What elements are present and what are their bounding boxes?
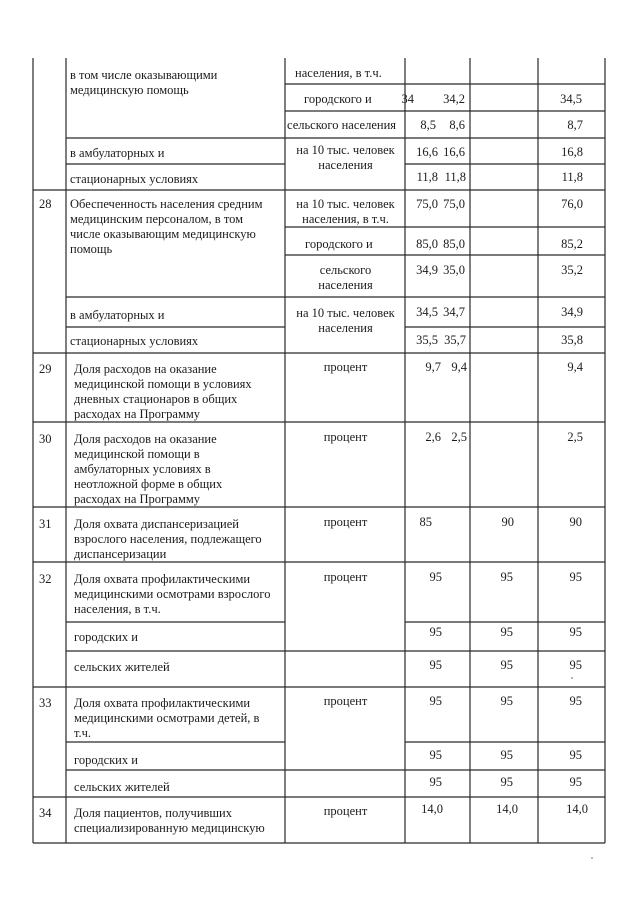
row28-stat-val-1: 35,5 <box>416 333 438 347</box>
row31-label: Доля охвата диспансеризацией взрослого населения, подлежащего диспансеризации <box>74 517 262 561</box>
row29-unit: процент <box>323 360 368 374</box>
row29-val-2: 9,4 <box>451 360 467 374</box>
row28-urban-val-1: 85,0 <box>416 237 438 251</box>
row28-stat-val-2: 35,7 <box>444 333 466 347</box>
row34-val-1: 14,0 <box>421 802 443 816</box>
row29-label: Доля расходов на оказание медицинской помощи в условиях дневных стационаров в общих расходах на Программу <box>74 362 252 421</box>
row28-per-unit: на 10 тыс. человек населения <box>296 306 395 335</box>
row27-amb-val-2: 16,6 <box>443 145 465 159</box>
row27-per-unit: на 10 тыс. человек населения <box>296 143 395 172</box>
row32-urban-val-3: 95 <box>569 625 582 639</box>
row27-urban-val-1: 34 <box>401 92 414 106</box>
row33-urban-label: городских и <box>74 753 138 767</box>
row27-unit-head: населения, в т.ч. <box>295 66 382 80</box>
row30-label: Доля расходов на оказание медицинской помощи в амбулаторных условиях в неотложной форме в общих расходах на Программу <box>74 432 223 506</box>
row28-urban-label: городского и <box>305 237 373 251</box>
row31-unit: процент <box>323 515 368 529</box>
scan-speck <box>571 677 573 679</box>
row27-incl-label: в том числе оказывающими медицинскую помощь <box>70 68 218 97</box>
scan-speck <box>591 857 593 859</box>
row33-label: Доля охвата профилактическими медицинскими осмотрами детей, в т.ч. <box>74 696 260 740</box>
row32-urban-val-1: 95 <box>429 625 442 639</box>
row28-label: Обеспеченность населения средним медицинским персоналом, в том числе оказывающим медицинскую помощь <box>70 197 263 256</box>
row32-val-2: 95 <box>500 570 513 584</box>
row27-rural-label: сельского населения <box>287 118 397 132</box>
row33-rural-val-3: 95 <box>569 775 582 789</box>
row30-unit: процент <box>323 430 368 444</box>
row33-urban-val-1: 95 <box>429 748 442 762</box>
row27-rural-val-3: 8,7 <box>567 118 583 132</box>
row27-rural-val-2: 8,6 <box>449 118 465 132</box>
row28-number: 28 <box>39 197 52 211</box>
row28-val-1: 75,0 <box>416 197 438 211</box>
row31-val-1: 85 <box>419 515 432 529</box>
row32-rural-val-2: 95 <box>500 658 513 672</box>
row28-urban-val-2: 85,0 <box>443 237 465 251</box>
row33-rural-val-1: 95 <box>429 775 442 789</box>
row33-urban-val-3: 95 <box>569 748 582 762</box>
row32-val-3: 95 <box>569 570 582 584</box>
row33-val-2: 95 <box>500 694 513 708</box>
row30-val-2: 2,5 <box>451 430 467 444</box>
row34-val-3: 14,0 <box>566 802 588 816</box>
row29-val-1: 9,7 <box>425 360 441 374</box>
row33-rural-label: сельских жителей <box>74 780 170 794</box>
row32-urban-val-2: 95 <box>500 625 513 639</box>
row27-urban-label: городского и <box>304 92 372 106</box>
row32-urban-label: городских и <box>74 630 138 644</box>
row28-rural-val-2: 35,0 <box>443 263 465 277</box>
row30-val-1: 2,6 <box>425 430 441 444</box>
row27-urban-val-2: 34,2 <box>443 92 465 106</box>
row27-stat-val-3: 11,8 <box>561 170 583 184</box>
row28-stat-val-3: 35,8 <box>561 333 583 347</box>
row28-rural-val-1: 34,9 <box>416 263 438 277</box>
row28-amb-val-2: 34,7 <box>443 305 465 319</box>
row34-unit: процент <box>323 804 368 818</box>
row29-val-3: 9,4 <box>567 360 583 374</box>
row27-stat-label: стационарных условиях <box>70 172 199 186</box>
row29-number: 29 <box>39 362 52 376</box>
row27-amb-val-3: 16,8 <box>561 145 583 159</box>
row28-rural-label: сельского населения <box>318 263 373 292</box>
row33-rural-val-2: 95 <box>500 775 513 789</box>
row33-val-3: 95 <box>569 694 582 708</box>
row28-urban-val-3: 85,2 <box>561 237 583 251</box>
row28-val-3: 76,0 <box>561 197 583 211</box>
row27-stat-val-1: 11,8 <box>416 170 438 184</box>
row28-amb-val-3: 34,9 <box>561 305 583 319</box>
row27-amb-label: в амбулаторных и <box>70 146 165 160</box>
row28-rural-val-3: 35,2 <box>561 263 583 277</box>
row27-urban-val-3: 34,5 <box>560 92 582 106</box>
row28-val-2: 75,0 <box>443 197 465 211</box>
row34-label: Доля пациентов, получивших специализированную медицинскую <box>74 806 265 835</box>
row28-stat-label: стационарных условиях <box>70 334 199 348</box>
row28-unit: на 10 тыс. человек населения, в т.ч. <box>296 197 395 226</box>
row28-amb-val-1: 34,5 <box>416 305 438 319</box>
row33-val-1: 95 <box>429 694 442 708</box>
row33-urban-val-2: 95 <box>500 748 513 762</box>
row27-stat-val-2: 11,8 <box>444 170 466 184</box>
row33-unit: процент <box>323 694 368 708</box>
row31-val-2: 90 <box>501 515 514 529</box>
row32-val-1: 95 <box>429 570 442 584</box>
row34-val-2: 14,0 <box>496 802 518 816</box>
row30-number: 30 <box>39 432 52 446</box>
row32-label: Доля охвата профилактическими медицинскими осмотрами взрослого населения, в т.ч. <box>74 572 271 616</box>
row31-val-3: 90 <box>569 515 582 529</box>
row32-rural-val-3: 95 <box>569 658 582 672</box>
row27-rural-val-1: 8,5 <box>420 118 436 132</box>
row27-amb-val-1: 16,6 <box>416 145 438 159</box>
row32-number: 32 <box>39 572 52 586</box>
row31-number: 31 <box>39 517 52 531</box>
row32-rural-label: сельских жителей <box>74 660 170 674</box>
row30-val-3: 2,5 <box>567 430 583 444</box>
row32-unit: процент <box>323 570 368 584</box>
row34-number: 34 <box>39 806 52 820</box>
row32-rural-val-1: 95 <box>429 658 442 672</box>
row28-amb-label: в амбулаторных и <box>70 308 165 322</box>
row33-number: 33 <box>39 696 52 710</box>
